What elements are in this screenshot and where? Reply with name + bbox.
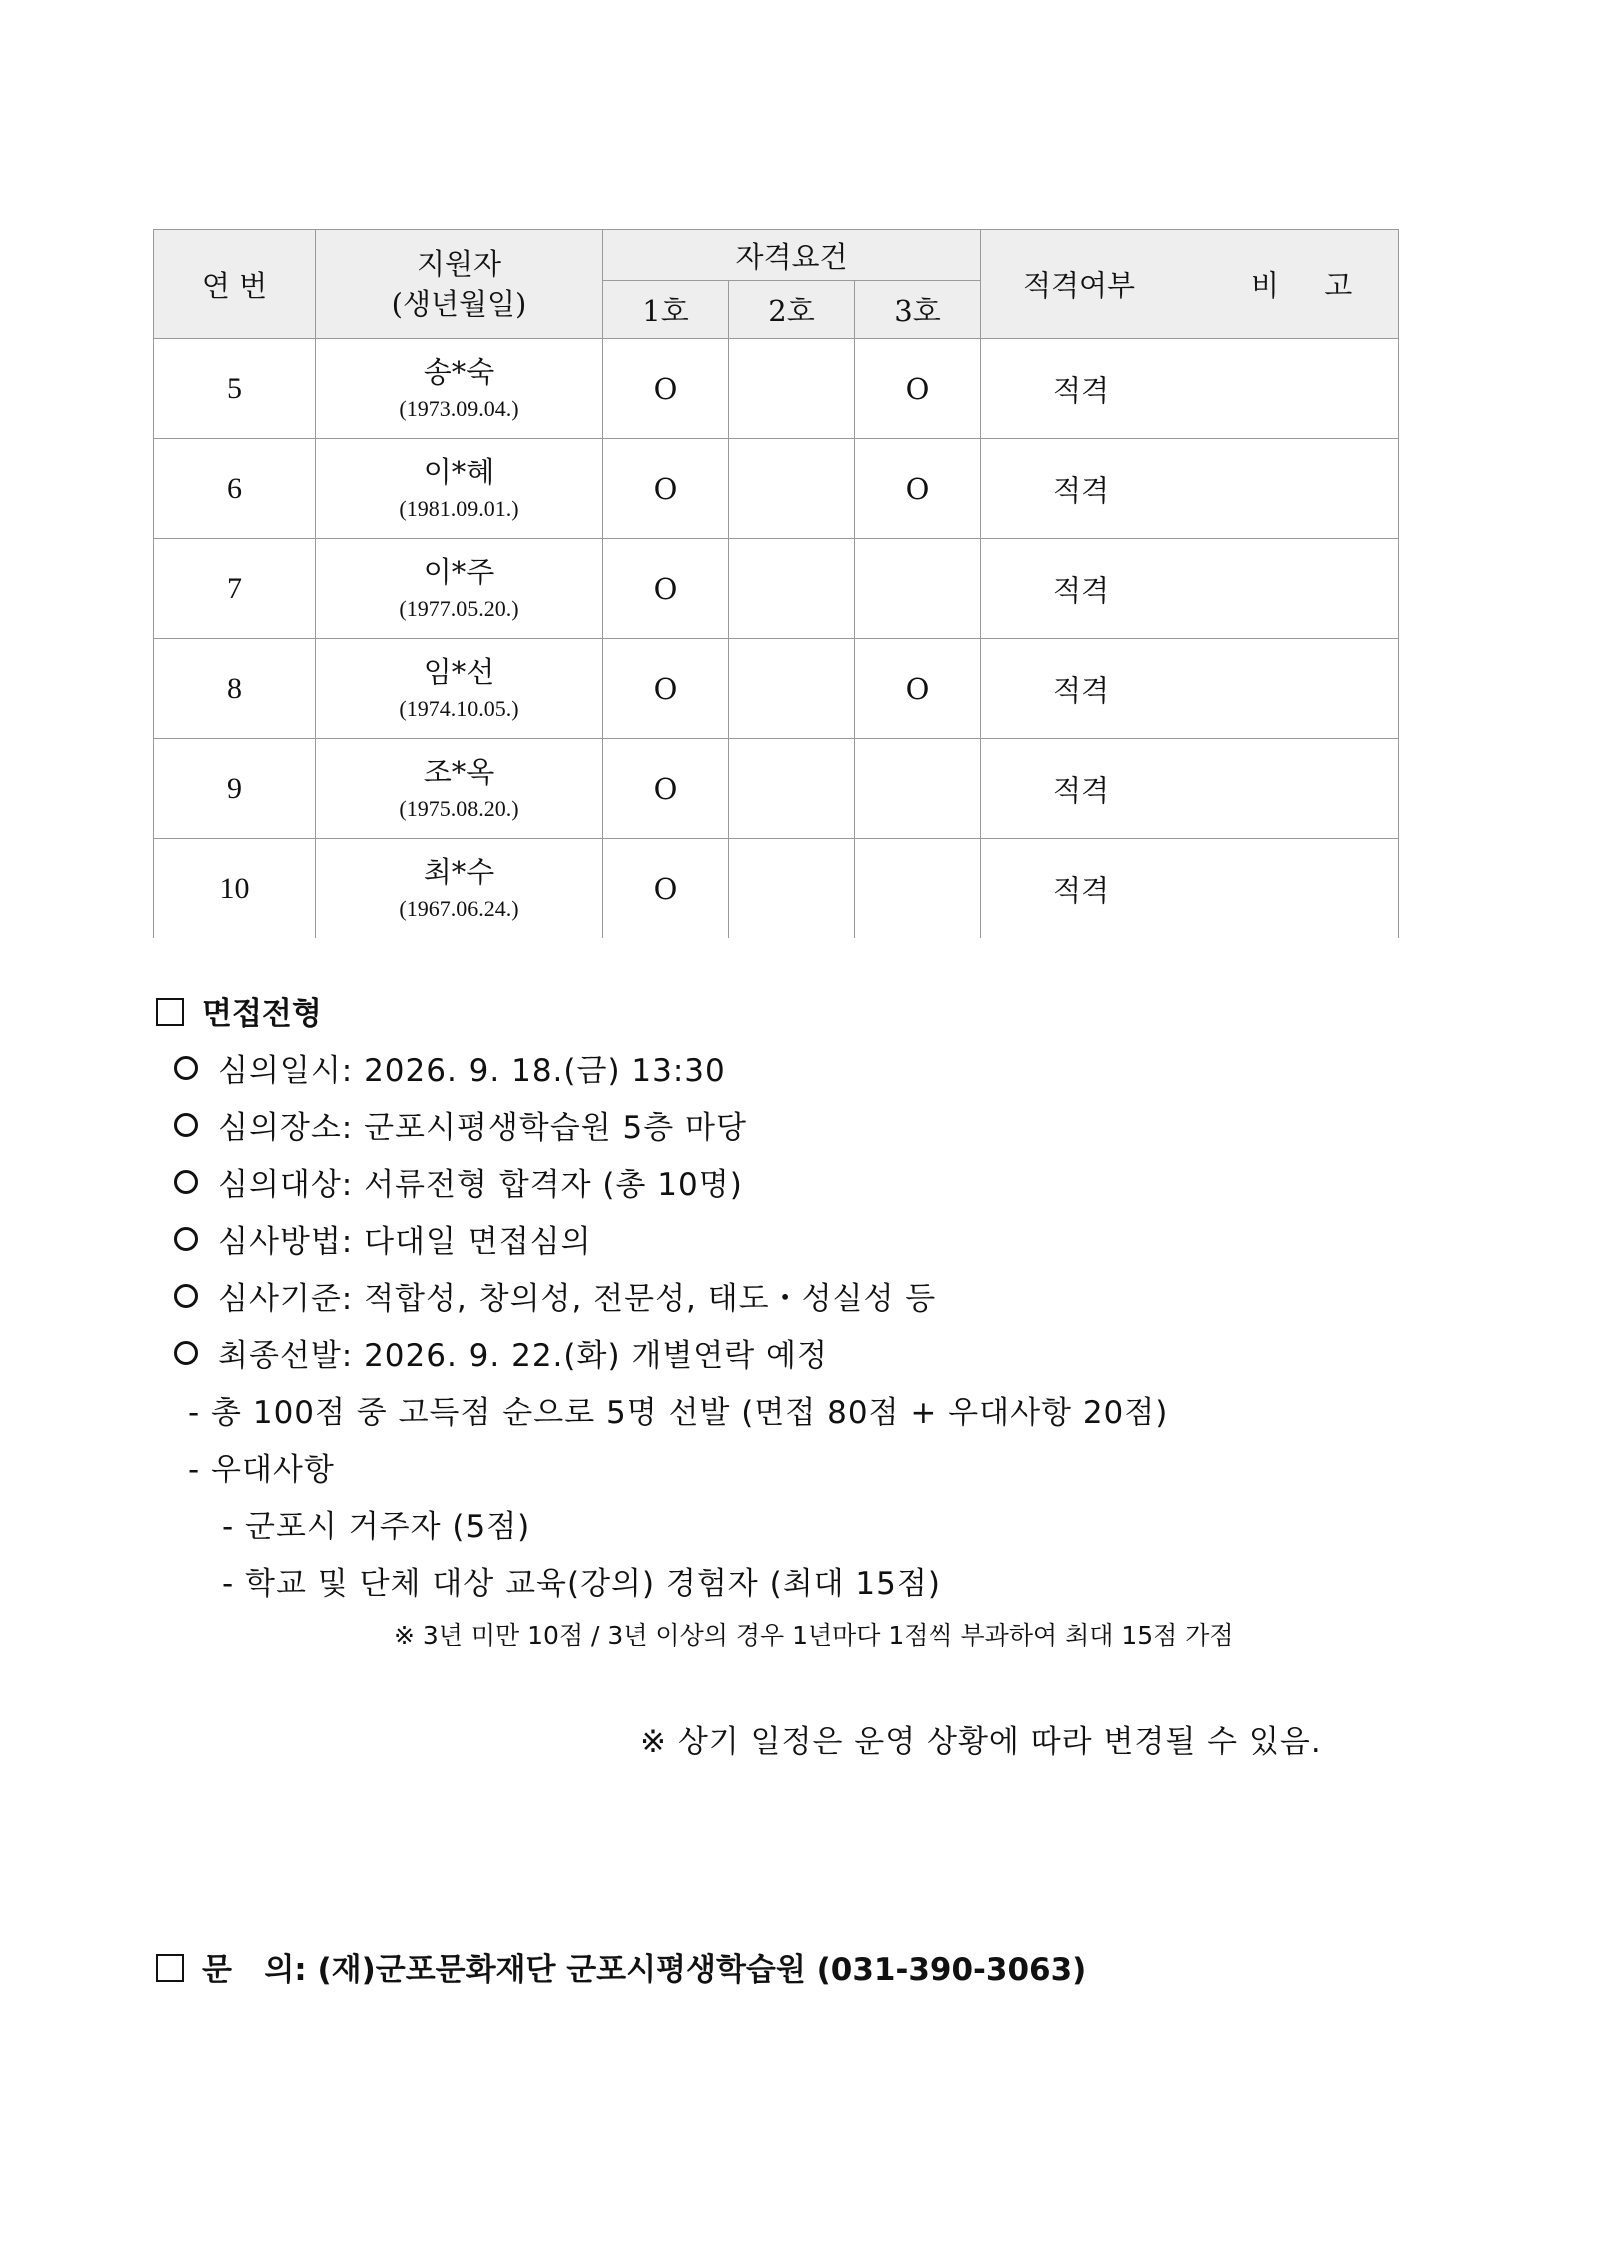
interview-item xyxy=(174,1330,828,1375)
row-applicant xyxy=(316,839,603,939)
header-req3: 3호 xyxy=(855,281,981,339)
row-no: 7 xyxy=(154,539,316,639)
row-no: 9 xyxy=(154,739,316,839)
circle-bullet-icon xyxy=(174,1170,198,1194)
row-no: 5 xyxy=(154,339,316,439)
applicant-dob: (1973.09.04.) xyxy=(399,395,519,421)
header-eligibility-remarks xyxy=(981,230,1399,339)
header-requirements: 자격요건 xyxy=(603,230,981,281)
header-applicant-label: 지원자 xyxy=(416,247,502,281)
interview-item-text: 심의일시: 2026. 9. 18.(금) 13:30 xyxy=(218,1053,726,1089)
req1-mark: O xyxy=(603,639,729,739)
interview-item xyxy=(174,1273,936,1318)
interview-item xyxy=(174,1159,743,1204)
applicant-table xyxy=(153,229,1399,938)
eligibility-status: 적격 xyxy=(1053,873,1110,907)
eligibility-cell xyxy=(981,739,1399,839)
eligibility-status: 적격 xyxy=(1053,473,1110,507)
eligibility-status: 적격 xyxy=(1053,673,1110,707)
req3-mark xyxy=(855,839,981,939)
req2-mark xyxy=(729,639,855,739)
applicant-dob: (1967.06.24.) xyxy=(399,895,519,921)
applicant-dob: (1974.10.05.) xyxy=(399,695,519,721)
applicant-name: 송*숙 xyxy=(423,354,495,389)
header-applicant xyxy=(316,230,603,339)
applicant-dob: (1981.09.01.) xyxy=(399,495,519,521)
req3-mark: O xyxy=(855,439,981,539)
table-row xyxy=(154,339,1399,439)
preference-item: - 군포시 거주자 (5점) xyxy=(222,1509,531,1545)
req2-mark xyxy=(729,839,855,939)
applicant-name: 조*옥 xyxy=(423,754,495,789)
contact-value: (재)군포문화재단 군포시평생학습원 (031-390-3063) xyxy=(317,1952,1087,1988)
req3-mark xyxy=(855,739,981,839)
applicant-name: 임*선 xyxy=(423,654,495,689)
req2-mark xyxy=(729,439,855,539)
interview-item xyxy=(174,1045,726,1090)
row-applicant xyxy=(316,539,603,639)
eligibility-cell xyxy=(981,639,1399,739)
table-row xyxy=(154,539,1399,639)
circle-bullet-icon xyxy=(174,1227,198,1251)
table-row xyxy=(154,439,1399,539)
preference-heading: - 우대사항 xyxy=(188,1452,335,1488)
contact-line xyxy=(156,1944,1086,1989)
interview-item-text: 심의장소: 군포시평생학습원 5층 마당 xyxy=(218,1110,747,1146)
eligibility-status: 적격 xyxy=(1053,573,1110,607)
eligibility-cell xyxy=(981,439,1399,539)
req1-mark: O xyxy=(603,839,729,939)
row-applicant xyxy=(316,639,603,739)
header-eligibility: 적격여부 xyxy=(1023,268,1136,303)
req1-mark: O xyxy=(603,739,729,839)
preference-item: - 학교 및 단체 대상 교육(강의) 경험자 (최대 15점) xyxy=(222,1566,941,1602)
table-row xyxy=(154,839,1399,939)
req2-mark xyxy=(729,739,855,839)
row-applicant xyxy=(316,339,603,439)
req1-mark: O xyxy=(603,539,729,639)
interview-item-text: 최종선발: 2026. 9. 22.(화) 개별연락 예정 xyxy=(218,1338,828,1374)
eligibility-status: 적격 xyxy=(1053,373,1110,407)
contact-label: 문 의: xyxy=(202,1952,307,1988)
row-no: 8 xyxy=(154,639,316,739)
row-applicant xyxy=(316,739,603,839)
interview-section-title xyxy=(156,988,322,1033)
req2-mark xyxy=(729,339,855,439)
circle-bullet-icon xyxy=(174,1284,198,1308)
row-applicant xyxy=(316,439,603,539)
interview-item-text: 심사방법: 다대일 면접심의 xyxy=(218,1224,592,1260)
preference-footnote: ※ 3년 미만 10점 / 3년 이상의 경우 1년마다 1점씩 부과하여 최대 15점 가점 xyxy=(394,1621,1234,1650)
applicant-name: 이*주 xyxy=(423,554,495,589)
applicant-name: 이*혜 xyxy=(423,454,495,489)
checkbox-square-icon xyxy=(156,998,184,1026)
interview-title: 면접전형 xyxy=(202,996,322,1032)
req3-mark xyxy=(855,539,981,639)
applicant-dob: (1977.05.20.) xyxy=(399,595,519,621)
header-no: 연 번 xyxy=(154,230,316,339)
schedule-change-notice: ※ 상기 일정은 운영 상황에 따라 변경될 수 있음. xyxy=(640,1724,1322,1760)
selection-rule: - 총 100점 중 고득점 순으로 5명 선발 (면접 80점 + 우대사항 20점) xyxy=(188,1395,1169,1431)
interview-item xyxy=(174,1102,747,1147)
eligibility-cell xyxy=(981,539,1399,639)
interview-item-text: 심사기준: 적합성, 창의성, 전문성, 태도・성실성 등 xyxy=(218,1281,937,1317)
req3-mark: O xyxy=(855,639,981,739)
header-applicant-dob-label: (생년월일) xyxy=(391,287,527,321)
eligibility-cell xyxy=(981,839,1399,939)
header-req1: 1호 xyxy=(603,281,729,339)
eligibility-status: 적격 xyxy=(1053,773,1110,807)
req2-mark xyxy=(729,539,855,639)
req1-mark: O xyxy=(603,339,729,439)
circle-bullet-icon xyxy=(174,1056,198,1080)
req1-mark: O xyxy=(603,439,729,539)
circle-bullet-icon xyxy=(174,1113,198,1137)
interview-item xyxy=(174,1216,592,1261)
applicant-dob: (1975.08.20.) xyxy=(399,795,519,821)
table-row xyxy=(154,739,1399,839)
row-no: 10 xyxy=(154,839,316,939)
row-no: 6 xyxy=(154,439,316,539)
checkbox-square-icon xyxy=(156,1954,184,1982)
header-remarks: 비 고 xyxy=(1251,268,1371,303)
table-row xyxy=(154,639,1399,739)
applicant-name: 최*수 xyxy=(423,854,495,889)
header-req2: 2호 xyxy=(729,281,855,339)
eligibility-cell xyxy=(981,339,1399,439)
interview-item-text: 심의대상: 서류전형 합격자 (총 10명) xyxy=(218,1167,743,1203)
req3-mark: O xyxy=(855,339,981,439)
circle-bullet-icon xyxy=(174,1341,198,1365)
